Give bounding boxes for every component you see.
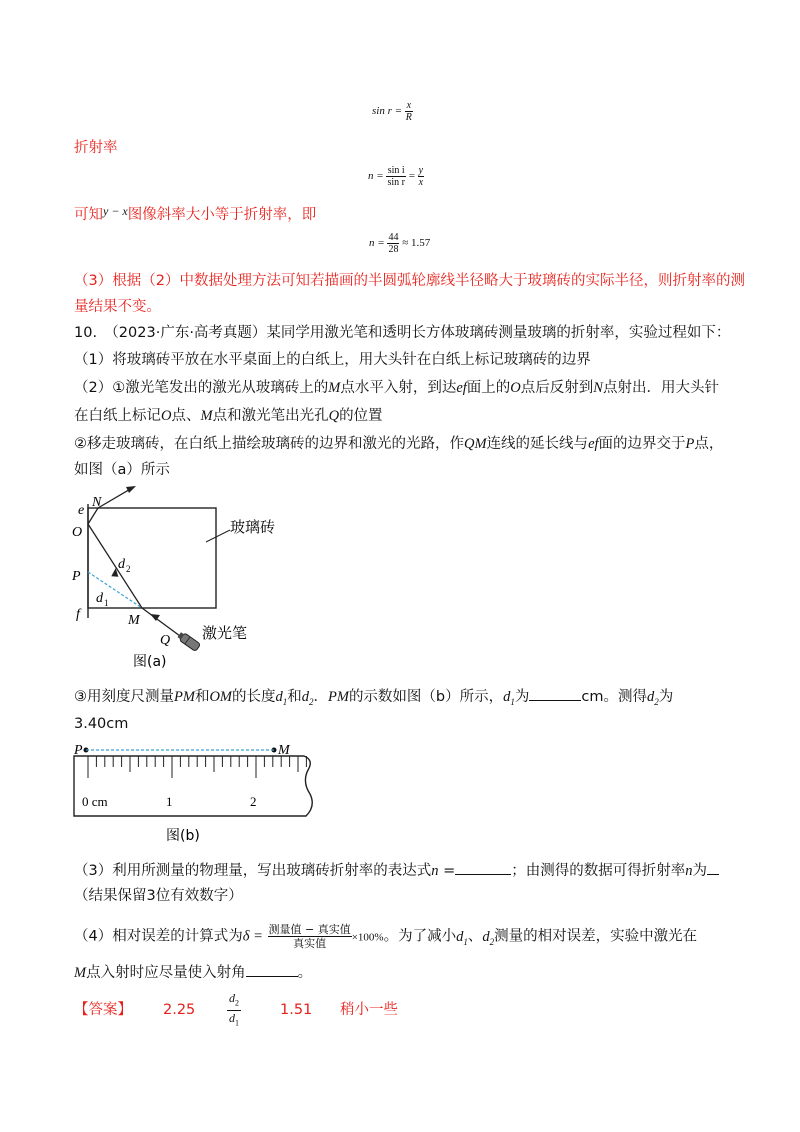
label-e: e — [78, 503, 85, 518]
answer-1: 2.25 — [163, 1002, 196, 1018]
question-3-line1: （3）利用所测量的物理量，写出玻璃砖折射率的表达式n = ；由测得的数据可得折射率n为 — [74, 860, 719, 881]
ruler-label-M: M — [278, 743, 290, 758]
question-10-header: 10. （2023·广东·高考真题）某同学用激光笔和透明长方体玻璃砖测量玻璃的折射率，实验过程如下： — [74, 325, 731, 341]
figure-a-caption: 图(a) — [133, 654, 167, 670]
glass-brick — [88, 508, 216, 608]
answer-4: 稍小一些 — [340, 1002, 398, 1018]
pointer-brick — [206, 530, 230, 542]
ray-ON — [88, 508, 98, 524]
ray-QM — [142, 608, 180, 636]
blank-expression[interactable] — [455, 860, 511, 875]
step-1: （1）将玻璃砖平放在水平桌面上的白纸上，用大头针在白纸上标记玻璃砖的边界 — [74, 352, 591, 368]
label-P: P — [72, 569, 81, 584]
figure-b-ruler — [68, 736, 328, 846]
blank-d1[interactable] — [529, 686, 581, 701]
step-3-line1: ③用刻度尺测量PM和OM的长度$d_1$和$d_2$．PM的示数如图（b）所示，$d_1$为 cm。测得$d_2$为 — [74, 686, 673, 712]
blank-angle[interactable] — [246, 962, 298, 977]
label-f: f — [76, 607, 80, 622]
answer-2-fraction: $d_2$ $d_1$ — [229, 991, 239, 1028]
laser-pen-icon — [177, 631, 201, 652]
laser-label: 激光笔 — [202, 624, 248, 642]
label-refractive-index: 折射率 — [74, 140, 118, 156]
label-d2: d — [118, 557, 125, 572]
question-4-line1: （4）相对误差的计算式为δ = $\frac{\text{测量值 − 真实值}}{\text{真实值}}$ ×100%。为了减小$d_1$、$d_2$测量的相对误差，实验中激光在 — [74, 923, 698, 950]
tick-label-0: 0 cm — [82, 794, 108, 809]
answer-row — [74, 1000, 132, 1020]
slope-statement: 可知$^{y - x}$图像斜率大小等于折射率，即 — [74, 204, 317, 223]
label-O: O — [72, 525, 83, 540]
ruler-body — [74, 756, 312, 816]
question-3-line2: （结果保留3位有效数字） — [74, 888, 243, 904]
label-d2-sub: 2 — [126, 564, 131, 574]
ruler-ticks — [88, 756, 306, 778]
step-2b-line1: ②移走玻璃砖，在白纸上描绘玻璃砖的边界和激光的光路，作QM连线的延长线与ef面的边界交于P点， — [74, 436, 724, 452]
ruler-label-P: P — [74, 743, 83, 758]
question-4-line2: M点入射时应尽量使入射角 。 — [74, 962, 312, 983]
equation-n: n = $\frac{\text{sin i}}{\text{sin r}}$ = $\frac{y}{x}$ — [368, 165, 424, 188]
equation-sin-r: sin r = $\frac{x}{R}$ — [372, 100, 412, 123]
label-Q: Q — [160, 633, 171, 648]
label-N: N — [92, 495, 102, 510]
blank-n-value[interactable] — [707, 860, 719, 875]
figure-a — [70, 484, 300, 674]
step-2b-line2: 如图（a）所示 — [74, 462, 170, 478]
label-d1-sub: 1 — [104, 598, 109, 608]
step-2-line1: （2）①激光笔发出的激光从玻璃砖上的M点水平入射，到达ef面上的O点后反射到N点射出．用大头针 — [74, 380, 719, 396]
equation-n-value: n = $\frac{44}{28}$ ≈ 1.57 — [369, 232, 431, 255]
answer-3: 1.51 — [280, 1002, 313, 1018]
brick-label: 玻璃砖 — [230, 518, 276, 536]
tick-label-1: 1 — [166, 794, 173, 809]
answer-label: 【答案】 — [74, 1002, 132, 1018]
arrow-out-icon — [126, 486, 136, 493]
step-2-line2: 在白纸上标记O点、M点和激光笔出光孔Q的位置 — [74, 408, 383, 424]
tick-label-2: 2 — [250, 794, 257, 809]
figure-b-caption: 图(b) — [166, 828, 200, 844]
label-d1: d — [96, 591, 103, 606]
label-M: M — [128, 613, 140, 628]
part3-line2: 量结果不变。 — [74, 299, 161, 315]
part3-line1: （3）根据（2）中数据处理方法可知若描画的半圆弧轮廓线半径略大于玻璃砖的实际半径，则折射率的测 — [74, 273, 745, 289]
step-3-line2: 3.40cm — [74, 716, 129, 732]
ray-out — [98, 488, 132, 508]
